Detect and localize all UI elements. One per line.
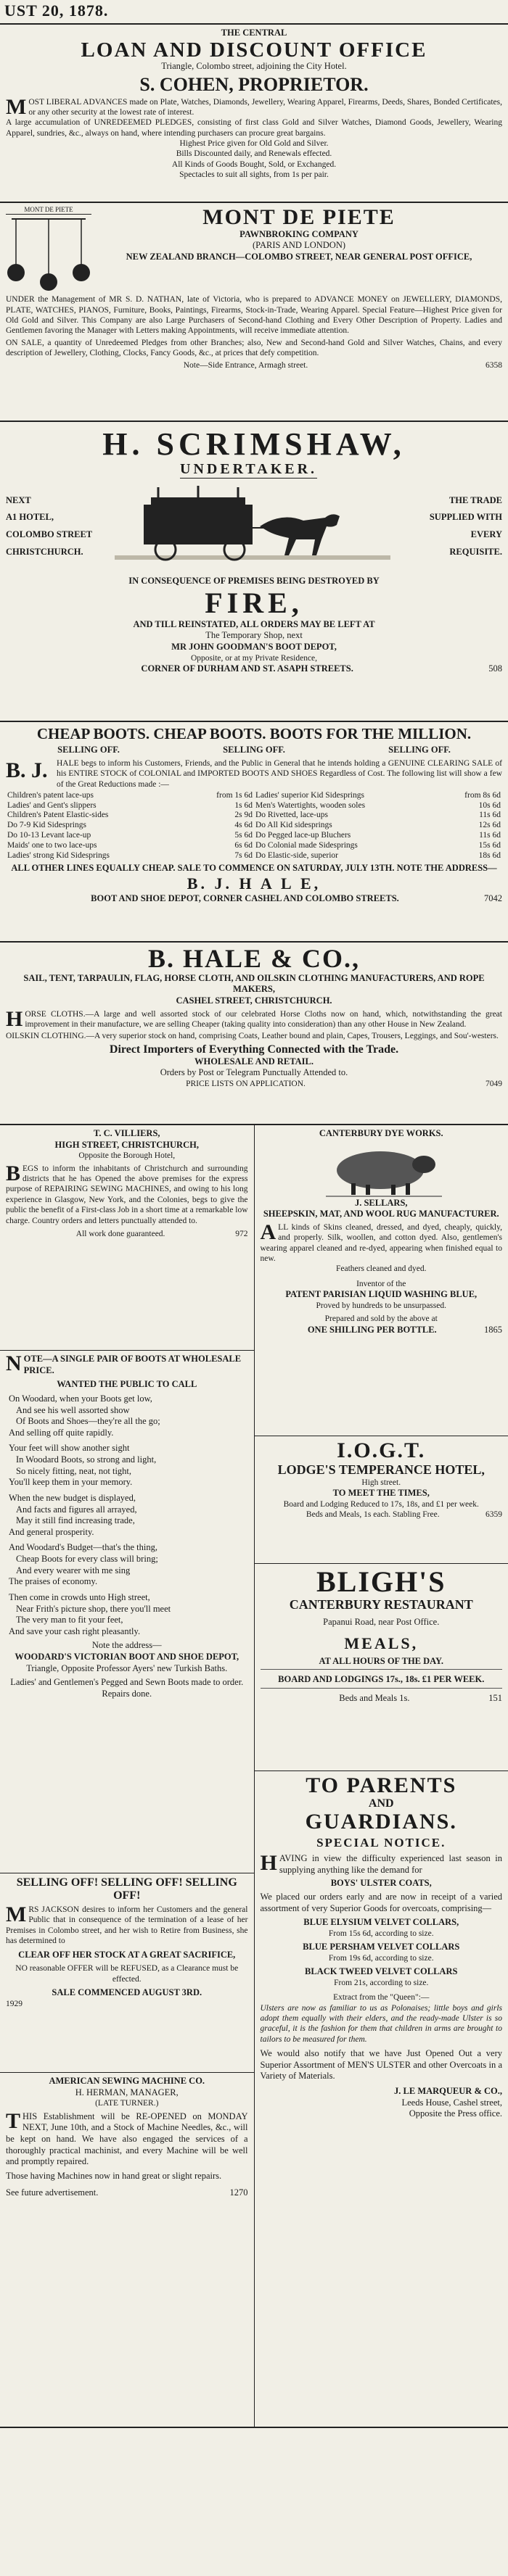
verse-line: Near Frith's picture shop, there you'll meet xyxy=(16,1603,171,1614)
price-item: Do All Kid sidesprings xyxy=(255,821,332,830)
boots-line-2: B. J. H A L E, xyxy=(187,874,321,893)
dye-ref: 1865 xyxy=(484,1324,502,1335)
verse-line: Of Boots and Shoes—they're all the go; xyxy=(16,1416,160,1427)
jackson-refused: NO reasonable OFFER will be REFUSED, as a Clearance must be effected. xyxy=(15,1964,239,1984)
bligh-hours: AT ALL HOURS OF THE DAY. xyxy=(319,1655,444,1666)
verse-line: And Woodard's Budget—that's the thing, xyxy=(9,1542,157,1553)
scrimshaw-left-1: NEXT xyxy=(6,494,31,505)
price-row xyxy=(254,791,502,801)
parents-c3p: From 21s, according to size. xyxy=(334,1978,429,1987)
scrimshaw-left-2: A1 HOTEL, xyxy=(6,512,54,523)
price-value: 7s 6d xyxy=(234,850,253,860)
woodard-repairs: Repairs done. xyxy=(102,1688,152,1699)
parents-opp: Opposite the Press office. xyxy=(409,2108,502,2119)
hale-street: CASHEL STREET, CHRISTCHURCH. xyxy=(176,995,332,1006)
parents-extract: Extract from the "Queen":— xyxy=(333,1993,430,2003)
bligh-addr: Papanui Road, near Post Office. xyxy=(323,1617,440,1627)
sewing-ref: 1270 xyxy=(229,2187,248,2198)
verse-line: Cheap Boots for every class will bring; xyxy=(16,1554,158,1564)
hale-p6: PRICE LISTS ON APPLICATION. xyxy=(186,1080,306,1089)
loan-line-1: A large accumulation of UNREDEEMED PLEDGES, consisting of first class Gold and Silver Watches, Diamond Goods, Jewellery, Wearing Apparel, sundries, &c., always on hand, where intending purchasers can procure great bargains. xyxy=(6,118,502,138)
parents-c1: BLUE ELYSIUM VELVET COLLARS, xyxy=(303,1917,459,1928)
scrimshaw-line1: AND TILL REINSTATED, ALL ORDERS MAY BE LEFT AT xyxy=(133,618,375,629)
boots-selling-row xyxy=(6,745,502,756)
price-value: 15s 6d xyxy=(478,840,501,850)
scrimshaw-line4: Opposite, or at my Private Residence, xyxy=(190,653,318,663)
iogt-street: High street. xyxy=(361,1478,401,1487)
parents-l2: AND xyxy=(368,1797,394,1810)
woodard-opp: Triangle, Opposite Professor Ayers' new Turkish Baths. xyxy=(26,1662,228,1673)
scrimshaw-right-3: EVERY xyxy=(470,529,502,540)
verse-line: May it still find increasing trade, xyxy=(16,1515,135,1526)
dye-blue: PATENT PARISIAN LIQUID WASHING BLUE, xyxy=(285,1289,478,1300)
jackson-clear: CLEAR OFF HER STOCK AT A GREAT SACRIFICE, xyxy=(18,1949,236,1960)
scrimshaw-fire: FIRE, xyxy=(205,586,303,619)
price-item: Ladies' superior Kid Sidesprings xyxy=(255,790,364,800)
woodard-wanted: WANTED THE PUBLIC TO CALL xyxy=(57,1379,197,1390)
scrimshaw-ad xyxy=(0,422,508,722)
villiers-foot: All work done guaranteed. xyxy=(75,1229,165,1238)
parents-notice: SPECIAL NOTICE. xyxy=(316,1836,446,1850)
scrimshaw-right xyxy=(401,492,502,561)
cheap-boots-ad xyxy=(0,722,508,943)
villiers-addr1: HIGH STREET, CHRISTCHURCH, xyxy=(54,1139,199,1150)
price-row xyxy=(6,851,254,861)
parents-c2: BLUE PERSHAM VELVET COLLARS xyxy=(303,1942,460,1952)
villiers-addr2: Opposite the Borough Hotel, xyxy=(78,1151,176,1161)
parents-ad xyxy=(255,1771,508,2431)
hearse-illustration xyxy=(115,483,401,570)
price-row xyxy=(254,851,502,861)
iogt-beds: Beds and Meals, 1s each. Stabling Free. xyxy=(306,1509,440,1519)
sheep-icon xyxy=(261,1140,500,1198)
price-row xyxy=(254,811,502,821)
bligh-meals: MEALS, xyxy=(344,1633,419,1652)
parents-c1p: From 15s 6d, according to size. xyxy=(328,1929,434,1938)
verse-line: Then come in crowds unto High street, xyxy=(9,1591,150,1602)
hale-p2: OILSKIN CLOTHING.—A very superior stock on hand, comprising Coats, Leather bound and plain, Capes, Trousers, Leggings, and Sou'-westers. xyxy=(6,1032,499,1041)
hale-sub: SAIL, TENT, TARPAULIN, FLAG, HORSE CLOTH, AND OILSKIN CLOTHING MANUFACTURERS, AND ROPE MAKERS, xyxy=(23,972,485,995)
mont-sub2: (PARIS AND LONDON) xyxy=(252,240,346,251)
sewing-manager: H. HERMAN, MANAGER, xyxy=(75,2087,179,2097)
price-value: 12s 6d xyxy=(478,821,501,830)
bligh-ad xyxy=(255,1564,508,1771)
price-value: from 1s 6d xyxy=(216,790,253,800)
parents-house: Leeds House, Cashel street, xyxy=(401,2097,502,2108)
price-item: Do 10-13 Levant lace-up xyxy=(7,831,91,840)
boots-left-table xyxy=(6,791,254,861)
dye-proved: Proved by hundreds to be unsurpassed. xyxy=(316,1301,446,1310)
price-row xyxy=(254,801,502,811)
hale-p4: WHOLESALE AND RETAIL. xyxy=(194,1056,314,1067)
mont-ref: 6358 xyxy=(486,360,502,370)
loan-address: Triangle, Colombo street, adjoining the City Hotel. xyxy=(161,61,347,72)
verse-line: Your feet will show another sight xyxy=(9,1443,130,1454)
parents-l3: GUARDIANS. xyxy=(305,1809,457,1834)
sewing-late: (LATE TURNER.) xyxy=(95,2099,159,2108)
villiers-name: T. C. VILLIERS, xyxy=(93,1128,160,1138)
woodard-ad xyxy=(0,1351,254,1873)
verse-line: And general prosperity. xyxy=(9,1526,94,1537)
price-row xyxy=(6,811,254,821)
bligh-ref: 151 xyxy=(488,1692,502,1703)
loan-line-2: Highest Price given for Old Gold and Silver. xyxy=(179,139,329,149)
loan-title: LOAN AND DISCOUNT OFFICE xyxy=(81,38,427,62)
bligh-title: BLIGH'S xyxy=(316,1565,446,1598)
price-row xyxy=(6,841,254,851)
woodard-pegs: Ladies' and Gentlemen's Pegged and Sewn Boots made to order. xyxy=(10,1677,244,1688)
mont-title: MONT DE PIETE xyxy=(202,205,396,229)
verse-line: And selling off quite rapidly. xyxy=(9,1427,114,1438)
parents-p2: We placed our orders early and are now in receipt of a varied assortment of very Superior Goods for overcoats, comprising— xyxy=(260,1891,502,1913)
dye-inventor: Inventor of the xyxy=(356,1279,406,1288)
price-item: Children's Patent Elastic-sides xyxy=(7,811,109,820)
price-item: Do Rivetted, lace-ups xyxy=(255,811,328,820)
loan-line-3: Bills Discounted daily, and Renewals effected. xyxy=(176,149,332,159)
sewing-ad xyxy=(0,2073,254,2305)
price-value: 11s 6d xyxy=(479,831,501,840)
dye-price: ONE SHILLING PER BOTTLE. xyxy=(307,1324,437,1335)
iogt-ad xyxy=(255,1436,508,1564)
villiers-body: BEGS to inform the inhabitants of Christchurch and surrounding districts that he has Opened the above premises for the express purpose of REPAIRING SEWING MACHINES, and owing to his long experience in Glasgow, New York, and the Colonies, begs to give the public the benefit of a First-class Job in a short time at a remarkable low charge. Country orders and letters punctually attended to. xyxy=(6,1161,248,1225)
loan-body: MOST LIBERAL ADVANCES made on Plate, Watches, Diamonds, Jewellery, Wearing Apparel, Firearms, Deeds, Shares, Bonded Certificates, or any other security at the lowest rate of interest. xyxy=(6,94,502,119)
price-value: 4s 6d xyxy=(234,821,253,830)
mont-sub3: NEW ZEALAND BRANCH—COLOMBO STREET, NEAR GENERAL POST OFFICE, xyxy=(126,251,472,262)
price-item: Ladies' strong Kid Sidesprings xyxy=(7,850,110,860)
verse-line: On Woodard, when your Boots get low, xyxy=(9,1393,152,1404)
sewing-foot: Those having Machines now in hand great or slight repairs. xyxy=(6,2170,222,2181)
hale-ref: 7049 xyxy=(486,1080,502,1089)
price-value: 11s 6d xyxy=(479,811,501,820)
price-row xyxy=(6,821,254,831)
scrimshaw-right-1: THE TRADE xyxy=(448,494,502,505)
pawn-sign-label: MONT DE PIETE xyxy=(6,206,91,215)
dye-name: J. SELLARS, xyxy=(354,1197,408,1208)
mont-note: Note—Side Entrance, Armagh street. xyxy=(183,360,308,370)
boots-selling-3: SELLING OFF. xyxy=(388,745,451,755)
verse-line: And facts and figures all arrayed, xyxy=(16,1504,137,1515)
parents-quote: Ulsters are now as familiar to us as Polonaises; little boys and girls adopt them equally with their elders, and the ready-made Ulster is so graceful, it is the fashion for them that children in arms are brought to tailors to be measured for them. xyxy=(260,2003,502,2044)
left-column xyxy=(0,1125,255,2427)
mont-sub1: PAWNBROKING COMPANY xyxy=(239,228,359,239)
jackson-ref: 1929 xyxy=(6,1999,22,2008)
jackson-body: MRS JACKSON desires to inform her Customers and the general Public that in consequence of the termination of a lease of her Premises in Colombo street, and her wish to Retire from Business, she has determined to xyxy=(6,1902,248,1946)
hale-p1: HORSE CLOTHS.—A large and well assorted stock of our celebrated Horse Cloths now on hand, which, notwithstanding the great improvement in their manufacture, we are selling Cheaper (taking quality into consideration) than any other House in New Zealand. xyxy=(6,1006,502,1031)
price-row xyxy=(6,791,254,801)
boots-selling-1: SELLING OFF. xyxy=(57,745,120,755)
hale-title: B. HALE & CO., xyxy=(147,944,361,973)
scrimshaw-ref: 508 xyxy=(488,663,502,674)
boots-ref: 7042 xyxy=(484,893,502,904)
jackson-head: SELLING OFF! SELLING OFF! SELLING OFF! xyxy=(16,1876,237,1902)
parents-c3: BLACK TWEED VELVET COLLARS xyxy=(305,1966,458,1977)
parents-c2p: From 19s 6d, according to size. xyxy=(328,1953,434,1963)
dye-head: CANTERBURY DYE WORKS. xyxy=(319,1128,443,1138)
dye-body: ALL kinds of Skins cleaned, dressed, and dyed, cheaply, quickly, and properly. Silk, woollen, and cotton dyed. Also, gentlemen's wearing apparel cleaned and re-dyed, appearing when finished equal to new. xyxy=(260,1219,502,1263)
verse-line: When the new budget is displayed, xyxy=(9,1492,136,1503)
masthead-date: UST 20, 1878. xyxy=(0,0,508,25)
scrimshaw-line2: The Temporary Shop, next xyxy=(205,630,303,641)
pawn-balls-icon xyxy=(6,215,91,294)
price-item: Children's patent lace-ups xyxy=(7,790,94,800)
bligh-board: BOARD AND LODGINGS 17s., 18s. £1 PER WEEK. xyxy=(278,1674,485,1685)
verse-line: And save your cash right pleasantly. xyxy=(9,1625,141,1636)
loan-office-ad xyxy=(0,25,508,203)
boots-intro-name: B. J. xyxy=(6,758,48,782)
mont-de-piete-ad xyxy=(0,203,508,422)
iogt-title: I.O.G.T. xyxy=(337,1438,426,1462)
scrimshaw-sub: UNDERTAKER. xyxy=(180,461,318,478)
iogt-board: Board and Lodging Reduced to 17s, 18s, and £1 per week. xyxy=(283,1499,479,1509)
parents-boys: BOYS' ULSTER COATS, xyxy=(330,1878,432,1889)
right-column xyxy=(255,1125,508,2427)
iogt-hotel: LODGE'S TEMPERANCE HOTEL, xyxy=(277,1462,485,1477)
sewing-title: AMERICAN SEWING MACHINE CO. xyxy=(49,2076,205,2086)
verse-line: So nicely fitting, neat, not tight, xyxy=(16,1465,132,1476)
dye-prep: Prepared and sold by the above at xyxy=(324,1314,438,1324)
dye-feathers: Feathers cleaned and dyed. xyxy=(335,1264,427,1274)
verse-line: And every wearer with me sing xyxy=(16,1565,131,1575)
boots-selling-2: SELLING OFF. xyxy=(223,745,285,755)
bligh-beds: Beds and Meals 1s. xyxy=(339,1692,410,1703)
price-item: Ladies' and Gent's slippers xyxy=(7,800,97,810)
price-item: Do Elastic-side, superior xyxy=(255,850,339,860)
price-row xyxy=(6,831,254,841)
woodard-depot: WOODARD'S VICTORIAN BOOT AND SHOE DEPOT, xyxy=(15,1652,239,1662)
price-value: from 8s 6d xyxy=(464,790,501,800)
villiers-ref: 972 xyxy=(235,1229,248,1238)
price-value: 10s 6d xyxy=(478,800,501,810)
price-item: Men's Watertights, wooden soles xyxy=(255,800,366,810)
iogt-ref: 6359 xyxy=(486,1509,502,1519)
verse-line: The very man to fit your feet, xyxy=(16,1615,123,1625)
verse-line: You'll keep them in your memory. xyxy=(9,1477,133,1488)
parents-body: HAVING in view the difficulty experienced last season in supplying anything like the demand for xyxy=(260,1851,502,1875)
parents-p3: We would also notify that we have Just Opened Out a very Superior Assortment of MEN'S ULSTER and other Overcoats in a Variety of Materials. xyxy=(260,2048,502,2082)
scrimshaw-left-3: COLOMBO STREET xyxy=(6,529,93,540)
scrimshaw-line5: CORNER OF DURHAM AND ST. ASAPH STREETS. xyxy=(141,663,353,674)
price-item: Do 7-9 Kid Sidesprings xyxy=(7,821,86,830)
loan-proprietor: S. COHEN, PROPRIETOR. xyxy=(139,73,369,95)
verse-line: The praises of economy. xyxy=(9,1576,98,1587)
verse-line: In Woodard Boots, so strong and light, xyxy=(16,1454,157,1465)
jackson-ad xyxy=(0,1873,254,2073)
hearse-icon xyxy=(115,483,390,570)
scrimshaw-title: H. SCRIMSHAW, xyxy=(102,426,406,462)
price-value: 1s 6d xyxy=(234,800,253,810)
dye-works-ad xyxy=(255,1125,508,1436)
price-value: 18s 6d xyxy=(478,850,501,860)
woodard-verse xyxy=(6,1393,248,1638)
sewing-see: See future advertisement. xyxy=(6,2187,99,2198)
price-value: 6s 6d xyxy=(234,840,253,850)
hale-p5: Orders by Post or Telegram Punctually Attended to. xyxy=(160,1067,348,1078)
scrimshaw-consequence: IN CONSEQUENCE OF PREMISES BEING DESTROYED BY xyxy=(128,576,380,587)
boots-right-table xyxy=(254,791,502,861)
hale-co-ad xyxy=(0,943,508,1125)
bligh-sub: CANTERBURY RESTAURANT xyxy=(289,1597,473,1612)
price-row xyxy=(254,821,502,831)
scrimshaw-right-2: SUPPLIED WITH xyxy=(429,512,502,523)
price-row xyxy=(6,801,254,811)
price-value: 5s 6d xyxy=(234,831,253,840)
loan-line-4: All Kinds of Goods Bought, Sold, or Exchanged. xyxy=(171,160,337,169)
price-row xyxy=(254,831,502,841)
price-row xyxy=(254,841,502,851)
price-item: Maids' one to two lace-ups xyxy=(7,840,97,850)
woodard-note: Note the address— xyxy=(91,1640,162,1651)
boots-head: CHEAP BOOTS. CHEAP BOOTS. BOOTS FOR THE MILLION. xyxy=(36,725,472,742)
dye-sub: SHEEPSKIN, MAT, AND WOOL RUG MANUFACTURER. xyxy=(263,1209,499,1219)
villiers-ad xyxy=(0,1125,254,1351)
mont-sale: ON SALE, a quantity of Unredeemed Pledges from other Branches; also, New and Second-hand Gold and Silver Watches, Chains, and every description of Jewellery, Clothing, Clocks, Fancy Goods, &c., at prices that defy competition. xyxy=(6,338,502,358)
mont-body: UNDER the Management of MR S. D. NATHAN, late of Victoria, who is prepared to ADVANCE MONEY on JEWELLERY, DIAMONDS, PLATE, WATCHES, PIANOS, Furniture, Books, Paintings, Firearms, Stock-in-Trade, Wearing Apparel. Special Feature—Highest Price given for Old Gold and Silver. This Company are also Large Purchasers of Second-hand Clothing and Every Other Description of Property. Ladies and Gentlemen favoring the Manager with Letters making Appointments, will receive immediate attention. xyxy=(6,295,502,336)
hale-p3: Direct Importers of Everything Connected with the Trade. xyxy=(109,1043,399,1056)
loan-pre: THE CENTRAL xyxy=(221,28,287,38)
boots-intro: HALE begs to inform his Customers, Friends, and the Public in General that he intends holding a GENUINE CLEARING SALE of his ENTIRE STOCK of COLONIAL and IMPORTED BOOTS AND SHOES Regardless of Cost. The following list will show a few of the Great Reductions made :— xyxy=(57,758,502,789)
pawn-sign xyxy=(6,206,91,294)
woodard-head: NOTE—A SINGLE PAIR OF BOOTS AT WHOLESALE PRICE. xyxy=(6,1351,242,1375)
loan-line-5: Spectacles to suit all sights, from 1s per pair. xyxy=(179,170,329,180)
parents-sig: J. LE MARQUEUR & CO., xyxy=(394,2085,502,2096)
iogt-meet: TO MEET THE TIMES, xyxy=(332,1487,430,1498)
scrimshaw-right-4: REQUISITE. xyxy=(449,546,502,557)
price-item: Do Colonial made Sidesprings xyxy=(255,840,358,850)
jackson-commenced: SALE COMMENCED AUGUST 3RD. xyxy=(52,1987,202,1997)
scrimshaw-left-4: CHRISTCHURCH. xyxy=(6,546,83,557)
scrimshaw-left xyxy=(6,492,115,561)
parents-l1: TO PARENTS xyxy=(306,1773,457,1797)
verse-line: And see his well assorted show xyxy=(16,1404,130,1415)
scrimshaw-line3: MR JOHN GOODMAN'S BOOT DEPOT, xyxy=(171,642,337,653)
boots-line-3: BOOT AND SHOE DEPOT, CORNER CASHEL AND COLOMBO STREETS. xyxy=(91,893,399,904)
boots-line-1: ALL OTHER LINES EQUALLY CHEAP. SALE TO COMMENCE ON SATURDAY, JULY 13TH. NOTE THE ADDRESS— xyxy=(11,863,497,874)
two-column-section xyxy=(0,1125,508,2428)
price-value: 2s 9d xyxy=(234,811,253,820)
price-item: Do Pegged lace-up Bluchers xyxy=(255,831,351,840)
sewing-body: THIS Establishment will be RE-OPENED on MONDAY NEXT, June 10th, and a Stock of Machine Needles, &c., will be kept on hand. We have also engaged the services of a thoroughly practical machinist, and every Machine will be well and promptly repaired. xyxy=(6,2108,248,2167)
